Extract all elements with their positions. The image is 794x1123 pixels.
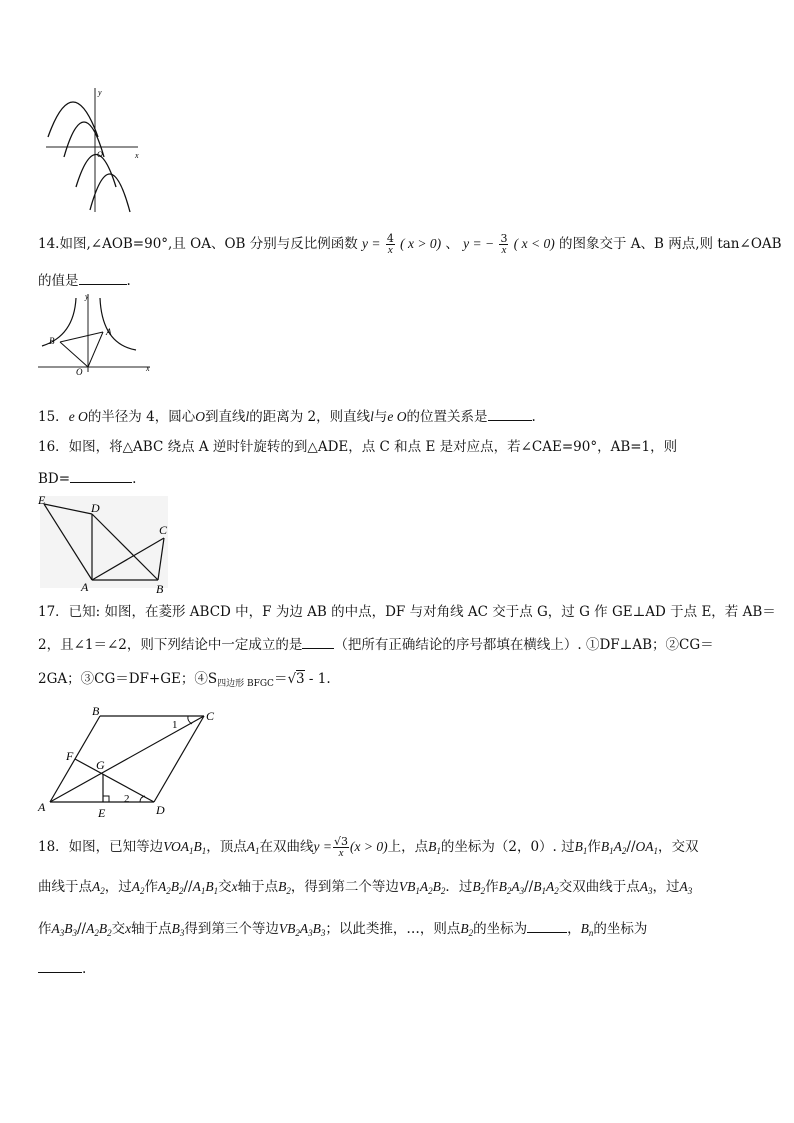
x-label: x (135, 151, 139, 160)
q15-end: . (531, 409, 536, 425)
q15-text2: 到直线 (204, 409, 246, 425)
q17-line2b: （把所有正确结论的序号都填在横线上）. ①DF⊥AB；②CG＝ (334, 637, 714, 653)
q18-t2g: ．过 (445, 879, 473, 895)
point-A-label: A (38, 800, 46, 814)
y-label: y (98, 88, 102, 97)
q15-circle-symbol-2: e O (387, 409, 407, 424)
q14-answer-blank[interactable] (79, 272, 127, 285)
q18-tri1: VOA (163, 839, 190, 854)
q15-circle-symbol: e O (68, 409, 88, 424)
q14-line2 (38, 272, 131, 290)
q18-t3f: 的坐标为 (473, 921, 528, 937)
q18-line3: 作$A_3B_3//A_2B_2$交x轴于点$B_3$得到第三个等边$VB_2A_3B_3$；以此类推，…，则点$B_2$的坐标为 ，$B_n$的坐标为 (38, 921, 648, 938)
q18-t2c: 作 (144, 879, 158, 895)
side-CD (154, 716, 204, 802)
q18-t3h: 的坐标为 (593, 921, 648, 937)
point-C-label: C (159, 523, 168, 537)
q14-f2-fraction (499, 233, 508, 256)
q17-answer-blank[interactable] (302, 636, 334, 649)
angle-2-label: 2 (124, 793, 130, 805)
q13-parabola-graph (40, 82, 150, 217)
q18-t2f: ，得到第二个等边 (290, 879, 399, 895)
q18-t1e: 的坐标为（2，0）. 过 (440, 839, 575, 855)
point-E-label: E (38, 493, 46, 507)
q18-par3: // (524, 879, 534, 895)
segment-OB (60, 342, 88, 367)
q18-t3d: 得到第三个等边 (184, 921, 279, 937)
q14-f2-cond: ( x < 0) (513, 236, 555, 251)
q14-suffix: 的图象交于 A、B 两点,则 tan∠OAB (559, 236, 782, 252)
q18-t2i: 交双曲线于点 (558, 879, 640, 895)
q18-t2b: ，过 (104, 879, 132, 895)
q18-line4 (38, 960, 86, 978)
q14-hyperbola-graph (36, 292, 156, 377)
q16-rotation-figure (36, 490, 176, 594)
q18-t3e: ；以此类推，…，则点 (325, 921, 461, 937)
q17-line2a: 2，且∠1＝∠2，则下列结论中一定成立的是 (38, 637, 303, 653)
q14-sep: 、 (445, 236, 459, 252)
q17-line3a: 2GA；③CG＝DF+GE；④S (38, 671, 218, 687)
q15-text3: 的距离为 2，则直线 (249, 409, 371, 425)
right-angle-mark (103, 796, 109, 802)
parabola-3 (76, 155, 116, 188)
q15-text4: 与 (373, 409, 388, 425)
q15-text5: 的位置关系是 (406, 409, 488, 425)
q15-answer-blank[interactable] (488, 408, 532, 421)
sqrt-icon: √ (287, 671, 297, 687)
segment-OA (88, 332, 103, 367)
q18-t3c: 轴于点 (131, 921, 172, 937)
q18-line1: 18．如图，已知等边$VOA_1B_1$，顶点$A_1$在双曲线y = $\frac{√3}{x}$ (x > 0)上，点$B_1$的坐标为（2，0）. 过$B_1$作$B_1A_2//OA_1$，交双 (38, 835, 699, 859)
q18-fraction (333, 836, 349, 859)
q18-num: √3 (334, 835, 349, 848)
point-D-label: D (91, 501, 100, 515)
q16-bd-label: BD= (38, 471, 71, 487)
q18-answer-blank-2[interactable] (38, 960, 82, 973)
q14-f1-den: x (387, 244, 393, 256)
q18-line2: 曲线于点$A_2$，过$A_2$作$A_2B_2//A_1B_1$交x轴于点$B_2$，得到第二个等边$VB_1A_2B_2$．过$B_2$作$B_2A_3//B_1A_2$交双曲线于点$A_3$，过$A_3$ (38, 879, 693, 896)
q18-t1f: 作 (587, 839, 601, 855)
q18-t2d: 交 (218, 879, 232, 895)
q17-line3b: ＝ (273, 671, 288, 687)
q17-line1: 17．已知: 如图，在菱形 ABCD 中，F 为边 AB 的中点，DF 与对角线 AC 交于点 G，过 G 作 GE⊥AD 于点 E，若 AB＝ (38, 604, 776, 620)
q16-line2 (38, 470, 136, 488)
q14-prefix: 14.如图,∠AOB=90°,且 OA、OB 分别与反比例函数 (38, 236, 358, 252)
q15-center-O: O (195, 409, 205, 424)
q18-par4: // (77, 921, 87, 937)
point-B-label: B (49, 336, 55, 346)
q18-t3b: 交 (111, 921, 126, 937)
point-B-label: B (92, 704, 100, 718)
q18-t2a: 曲线于点 (38, 879, 92, 895)
y-label: y (85, 292, 89, 301)
q17-line3 (38, 670, 331, 693)
q18-cond: (x > 0) (350, 839, 388, 854)
origin-label: O (76, 367, 83, 377)
q18-t1b: ，顶点 (206, 839, 247, 855)
point-A-label: A (81, 580, 89, 594)
q18-den: x (338, 847, 344, 859)
q18-t1c: 在双曲线 (259, 839, 314, 855)
q16-answer-blank[interactable] (70, 470, 132, 483)
q18-y: y = (313, 839, 333, 854)
q17-line2 (38, 636, 714, 654)
q18-t3a: 作 (38, 921, 52, 937)
q14-f2-y: y = − (463, 236, 495, 251)
q18-t3g: ， (567, 921, 581, 937)
q18-t2e: 轴于点 (237, 879, 279, 895)
q14-f2-num: 3 (500, 232, 508, 245)
q17-rhombus-figure (36, 703, 226, 821)
point-A-label: A (106, 327, 112, 337)
q18-x2: x (125, 921, 132, 936)
q16-line1: 16．如图，将△ABC 绕点 A 逆时针旋转的到△ADE，点 C 和点 E 是对应点，若∠CAE=90°，AB=1，则 (38, 439, 678, 455)
point-D-label: D (156, 803, 165, 817)
angle-1-label: 1 (172, 719, 178, 731)
q15-text1: 的半径为 4，圆心 (87, 409, 196, 425)
q16-end: . (132, 471, 137, 487)
q15-prefix: 15． (38, 409, 69, 425)
q14-end: . (126, 273, 131, 289)
q15-line (38, 408, 536, 426)
segment-AB (60, 332, 103, 342)
point-G-label: G (96, 758, 105, 772)
point-C-label: C (206, 709, 215, 723)
q18-t2j: ，过 (652, 879, 680, 895)
x-label: x (146, 364, 150, 373)
q18-par1: // (626, 839, 636, 855)
q17-sqrt-value: 3 (296, 671, 305, 687)
figure-background (40, 496, 168, 588)
q14-line1 (38, 233, 782, 256)
q18-x1: x (231, 879, 238, 894)
q17-line3c: - 1. (304, 671, 331, 687)
q14-f2-den: x (501, 244, 507, 256)
q18-t1d: 上，点 (387, 839, 429, 855)
origin-label: O (97, 150, 103, 159)
q14-f1-y: y = (362, 236, 381, 251)
right-hyperbola (100, 298, 136, 350)
point-B-label: B (156, 582, 164, 596)
q15-line-l2: l (370, 409, 374, 424)
q17-area-subscript: 四边形 BFGC (217, 679, 274, 689)
q18-t2h: 作 (485, 879, 499, 895)
point-E-label: E (98, 806, 106, 820)
q18-par2: // (183, 879, 193, 895)
point-F-label: F (66, 749, 74, 763)
q18-answer-blank-1[interactable] (527, 920, 567, 933)
q18-t1g: ，交双 (658, 839, 699, 855)
parabola-4 (90, 174, 130, 212)
q14-f1-cond: ( x > 0) (400, 236, 442, 251)
q14-f1-num: 4 (386, 232, 394, 245)
left-hyperbola (42, 298, 76, 346)
q14-line2-text: 的值是 (38, 273, 79, 289)
q18-t1a: 18．如图，已知等边 (38, 839, 164, 855)
q14-f1-fraction (386, 233, 395, 256)
q15-line-l: l (245, 409, 250, 424)
q18-end: . (82, 961, 87, 977)
